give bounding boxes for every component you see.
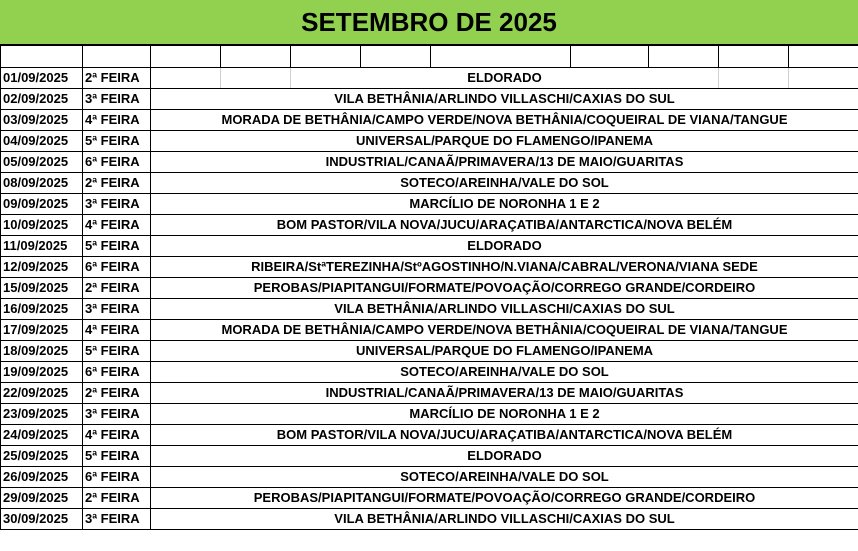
blank-cell[interactable]	[649, 46, 719, 68]
date-cell[interactable]: 01/09/2025	[1, 68, 83, 89]
blank-cell[interactable]	[83, 46, 151, 68]
neighborhood-cell[interactable]: PEROBAS/PIAPITANGUI/FORMATE/POVOAÇÃO/CORREGO GRANDE/CORDEIRO	[151, 278, 858, 299]
neighborhood-cell[interactable]: SOTECO/AREINHA/VALE DO SOL	[151, 173, 858, 194]
blank-cell[interactable]	[221, 68, 291, 89]
blank-cell[interactable]	[719, 46, 789, 68]
table-row	[1, 278, 858, 299]
neighborhood-cell[interactable]: INDUSTRIAL/CANAÃ/PRIMAVERA/13 DE MAIO/GUARITAS	[151, 152, 858, 173]
date-cell[interactable]: 10/09/2025	[1, 215, 83, 236]
date-cell[interactable]: 22/09/2025	[1, 383, 83, 404]
date-cell[interactable]: 03/09/2025	[1, 110, 83, 131]
weekday-cell[interactable]: 6ª FEIRA	[83, 467, 151, 488]
neighborhood-cell[interactable]: RIBEIRA/StªTEREZINHA/StºAGOSTINHO/N.VIANA/CABRAL/VERONA/VIANA SEDE	[151, 257, 858, 278]
neighborhood-cell[interactable]: BOM PASTOR/VILA NOVA/JUCU/ARAÇATIBA/ANTARCTICA/NOVA BELÉM	[151, 215, 858, 236]
neighborhood-cell[interactable]: ELDORADO	[151, 446, 858, 467]
neighborhood-cell[interactable]: UNIVERSAL/PARQUE DO FLAMENGO/IPANEMA	[151, 341, 858, 362]
blank-cell[interactable]	[719, 68, 789, 89]
date-cell[interactable]: 25/09/2025	[1, 446, 83, 467]
weekday-cell[interactable]: 5ª FEIRA	[83, 341, 151, 362]
table-row	[1, 467, 858, 488]
weekday-cell[interactable]: 3ª FEIRA	[83, 299, 151, 320]
neighborhood-cell[interactable]: ELDORADO	[151, 236, 858, 257]
neighborhood-cell[interactable]: MORADA DE BETHÂNIA/CAMPO VERDE/NOVA BETHÂNIA/COQUEIRAL DE VIANA/TANGUE	[151, 110, 858, 131]
date-cell[interactable]: 11/09/2025	[1, 236, 83, 257]
date-cell[interactable]: 02/09/2025	[1, 89, 83, 110]
schedule-title: SETEMBRO DE 2025	[0, 0, 858, 45]
neighborhood-cell[interactable]: UNIVERSAL/PARQUE DO FLAMENGO/IPANEMA	[151, 131, 858, 152]
blank-cell[interactable]	[151, 46, 221, 68]
table-row	[1, 215, 858, 236]
weekday-cell[interactable]: 2ª FEIRA	[83, 383, 151, 404]
table-row	[1, 173, 858, 194]
weekday-cell[interactable]: 2ª FEIRA	[83, 173, 151, 194]
weekday-cell[interactable]: 4ª FEIRA	[83, 110, 151, 131]
table-row	[1, 404, 858, 425]
table-row	[1, 299, 858, 320]
date-cell[interactable]: 17/09/2025	[1, 320, 83, 341]
date-cell[interactable]: 04/09/2025	[1, 131, 83, 152]
date-cell[interactable]: 24/09/2025	[1, 425, 83, 446]
blank-cell[interactable]	[221, 46, 291, 68]
weekday-cell[interactable]: 5ª FEIRA	[83, 131, 151, 152]
neighborhood-cell[interactable]: VILA BETHÂNIA/ARLINDO VILLASCHI/CAXIAS DO SUL	[151, 509, 858, 530]
header-blank-row	[1, 46, 858, 68]
neighborhood-cell[interactable]: MARCÍLIO DE NORONHA 1 E 2	[151, 194, 858, 215]
date-cell[interactable]: 23/09/2025	[1, 404, 83, 425]
blank-cell[interactable]	[431, 46, 571, 68]
table-row	[1, 509, 858, 530]
weekday-cell[interactable]: 3ª FEIRA	[83, 509, 151, 530]
table-row	[1, 341, 858, 362]
date-cell[interactable]: 26/09/2025	[1, 467, 83, 488]
neighborhood-cell[interactable]: MORADA DE BETHÂNIA/CAMPO VERDE/NOVA BETHÂNIA/COQUEIRAL DE VIANA/TANGUE	[151, 320, 858, 341]
table-row	[1, 257, 858, 278]
blank-cell[interactable]	[789, 46, 858, 68]
blank-cell[interactable]	[571, 46, 649, 68]
date-cell[interactable]: 16/09/2025	[1, 299, 83, 320]
weekday-cell[interactable]: 6ª FEIRA	[83, 362, 151, 383]
date-cell[interactable]: 19/09/2025	[1, 362, 83, 383]
date-cell[interactable]: 09/09/2025	[1, 194, 83, 215]
neighborhood-cell[interactable]: INDUSTRIAL/CANAÃ/PRIMAVERA/13 DE MAIO/GUARITAS	[151, 383, 858, 404]
table-row	[1, 236, 858, 257]
table-row	[1, 425, 858, 446]
schedule-table	[0, 45, 858, 530]
table-row	[1, 383, 858, 404]
neighborhood-cell[interactable]: MARCÍLIO DE NORONHA 1 E 2	[151, 404, 858, 425]
table-row	[1, 446, 858, 467]
table-row	[1, 68, 858, 89]
weekday-cell[interactable]: 4ª FEIRA	[83, 215, 151, 236]
date-cell[interactable]: 15/09/2025	[1, 278, 83, 299]
weekday-cell[interactable]: 5ª FEIRA	[83, 446, 151, 467]
weekday-cell[interactable]: 6ª FEIRA	[83, 152, 151, 173]
weekday-cell[interactable]: 2ª FEIRA	[83, 278, 151, 299]
date-cell[interactable]: 18/09/2025	[1, 341, 83, 362]
neighborhood-cell[interactable]: VILA BETHÂNIA/ARLINDO VILLASCHI/CAXIAS DO SUL	[151, 299, 858, 320]
weekday-cell[interactable]: 4ª FEIRA	[83, 425, 151, 446]
neighborhood-cell[interactable]: SOTECO/AREINHA/VALE DO SOL	[151, 467, 858, 488]
weekday-cell[interactable]: 4ª FEIRA	[83, 320, 151, 341]
blank-cell[interactable]	[789, 68, 858, 89]
blank-cell[interactable]	[361, 46, 431, 68]
weekday-cell[interactable]: 2ª FEIRA	[83, 488, 151, 509]
neighborhood-cell[interactable]: SOTECO/AREINHA/VALE DO SOL	[151, 362, 858, 383]
table-row	[1, 152, 858, 173]
weekday-cell[interactable]: 3ª FEIRA	[83, 89, 151, 110]
table-row	[1, 194, 858, 215]
weekday-cell[interactable]: 2ª FEIRA	[83, 68, 151, 89]
neighborhood-cell[interactable]: ELDORADO	[291, 68, 719, 89]
weekday-cell[interactable]: 3ª FEIRA	[83, 194, 151, 215]
blank-cell[interactable]	[291, 46, 361, 68]
date-cell[interactable]: 30/09/2025	[1, 509, 83, 530]
weekday-cell[interactable]: 5ª FEIRA	[83, 236, 151, 257]
table-row	[1, 110, 858, 131]
date-cell[interactable]: 12/09/2025	[1, 257, 83, 278]
table-row	[1, 362, 858, 383]
table-row	[1, 89, 858, 110]
blank-cell[interactable]	[151, 68, 221, 89]
table-row	[1, 320, 858, 341]
neighborhood-cell[interactable]: VILA BETHÂNIA/ARLINDO VILLASCHI/CAXIAS DO SUL	[151, 89, 858, 110]
date-cell[interactable]: 29/09/2025	[1, 488, 83, 509]
weekday-cell[interactable]: 3ª FEIRA	[83, 404, 151, 425]
date-cell[interactable]: 05/09/2025	[1, 152, 83, 173]
table-row	[1, 488, 858, 509]
neighborhood-cell[interactable]: PEROBAS/PIAPITANGUI/FORMATE/POVOAÇÃO/CORREGO GRANDE/CORDEIRO	[151, 488, 858, 509]
date-cell[interactable]: 08/09/2025	[1, 173, 83, 194]
table-row	[1, 131, 858, 152]
blank-cell[interactable]	[1, 46, 83, 68]
weekday-cell[interactable]: 6ª FEIRA	[83, 257, 151, 278]
neighborhood-cell[interactable]: BOM PASTOR/VILA NOVA/JUCU/ARAÇATIBA/ANTARCTICA/NOVA BELÉM	[151, 425, 858, 446]
